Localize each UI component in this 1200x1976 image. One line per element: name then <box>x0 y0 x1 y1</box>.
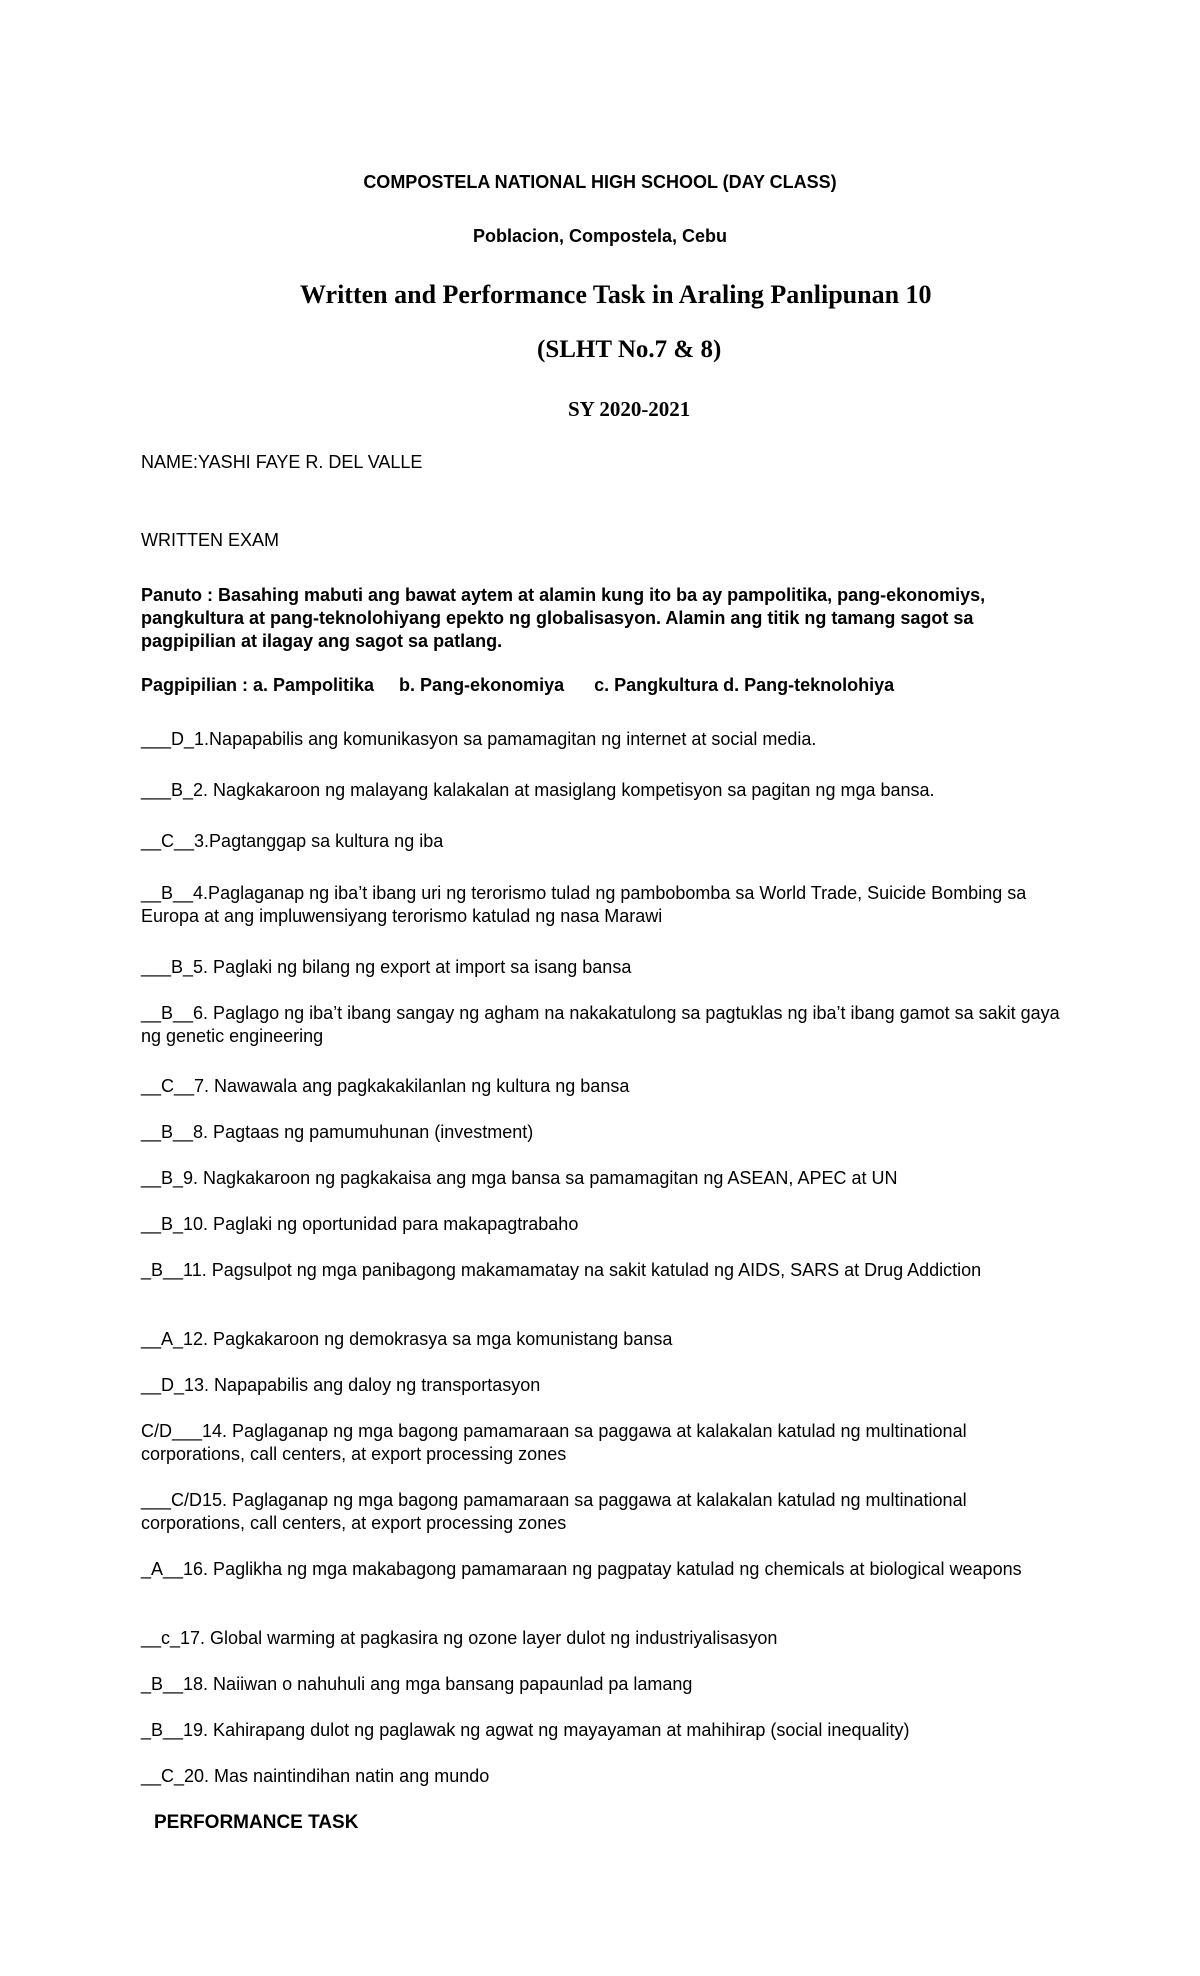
school-address: Poblacion, Compostela, Cebu <box>472 226 728 246</box>
exam-item: ___D_1.Napapabilis ang komunikasyon sa pamamagitan ng internet at social media. <box>141 729 817 749</box>
exam-item: __C_20. Mas naintindihan natin ang mundo <box>141 1766 490 1786</box>
slht-number: (SLHT No.7 & 8) <box>537 336 722 363</box>
choices-line: Pagpipilian : a. Pampolitika b. Pang-ekonomiya c. Pangkultura d. Pang-teknolohiya <box>141 675 895 695</box>
exam-item: __B_9. Nagkakaroon ng pagkakaisa ang mga bansa sa pamamagitan ng ASEAN, APEC at UN <box>141 1168 898 1188</box>
exam-item: _B__18. Naiiwan o nahuhuli ang mga bansang papaunlad pa lamang <box>141 1674 693 1694</box>
exam-item: ___C/D15. Paglaganap ng mga bagong pamamaraan sa paggawa at kalakalan katulad ng multinational corporations, call centers, at export processing zones <box>141 1490 967 1533</box>
exam-item: __A_12. Pagkakaroon ng demokrasya sa mga komunistang bansa <box>141 1329 673 1349</box>
exam-item: __B__6. Paglago ng iba’t ibang sangay ng agham na nakakatulong sa pagtuklas ng iba’t ibang gamot sa sakit gaya ng genetic engineering <box>141 1003 1060 1046</box>
exam-item: __c_17. Global warming at pagkasira ng ozone layer dulot ng industriyalisasyon <box>141 1628 778 1648</box>
document-title: Written and Performance Task in Araling Panlipunan 10 <box>300 280 932 309</box>
instructions: Panuto : Basahing mabuti ang bawat aytem at alamin kung ito ba ay pampolitika, pang-ekonomiys, pangkultura at pang-teknolohiyang epekto ng globalisasyon. Alamin ang titik ng tamang sagot sa pagpipilian at ilagay ang sagot sa patlang. <box>141 585 986 651</box>
exam-item: __B__4.Paglaganap ng iba’t ibang uri ng terorismo tulad ng pambobomba sa World Trade, Suicide Bombing sa Europa at ang impluwensiyang terorismo katulad ng nasa Marawi <box>141 883 1027 926</box>
school-year: SY 2020-2021 <box>568 397 691 421</box>
exam-item: __C__7. Nawawala ang pagkakakilanlan ng kultura ng bansa <box>141 1076 630 1096</box>
exam-item: _B__19. Kahirapang dulot ng paglawak ng agwat ng mayayaman at mahihirap (social inequality) <box>141 1720 910 1740</box>
school-name: COMPOSTELA NATIONAL HIGH SCHOOL (DAY CLASS) <box>363 172 837 192</box>
exam-item: C/D___14. Paglaganap ng mga bagong pamamaraan sa paggawa at kalakalan katulad ng multinational corporations, call centers, at export processing zones <box>141 1421 967 1464</box>
student-name: NAME:YASHI FAYE R. DEL VALLE <box>141 452 423 472</box>
exam-item: __B_10. Paglaki ng oportunidad para makapagtrabaho <box>141 1214 579 1234</box>
performance-task-heading: PERFORMANCE TASK <box>154 1812 359 1833</box>
exam-item: __C__3.Pagtanggap sa kultura ng iba <box>141 831 444 851</box>
exam-item: ___B_5. Paglaki ng bilang ng export at import sa isang bansa <box>141 957 632 977</box>
exam-item: __D_13. Napapabilis ang daloy ng transportasyon <box>141 1375 541 1395</box>
exam-item: _A__16. Paglikha ng mga makabagong pamamaraan ng pagpatay katulad ng chemicals at biological weapons <box>141 1559 1022 1579</box>
written-exam-heading: WRITTEN EXAM <box>141 530 279 550</box>
exam-item: __B__8. Pagtaas ng pamumuhunan (investment) <box>141 1122 534 1142</box>
exam-item: _B__11. Pagsulpot ng mga panibagong makamamatay na sakit katulad ng AIDS, SARS at Drug Addiction <box>141 1260 982 1280</box>
exam-item: ___B_2. Nagkakaroon ng malayang kalakalan at masiglang kompetisyon sa pagitan ng mga bansa. <box>141 780 935 800</box>
